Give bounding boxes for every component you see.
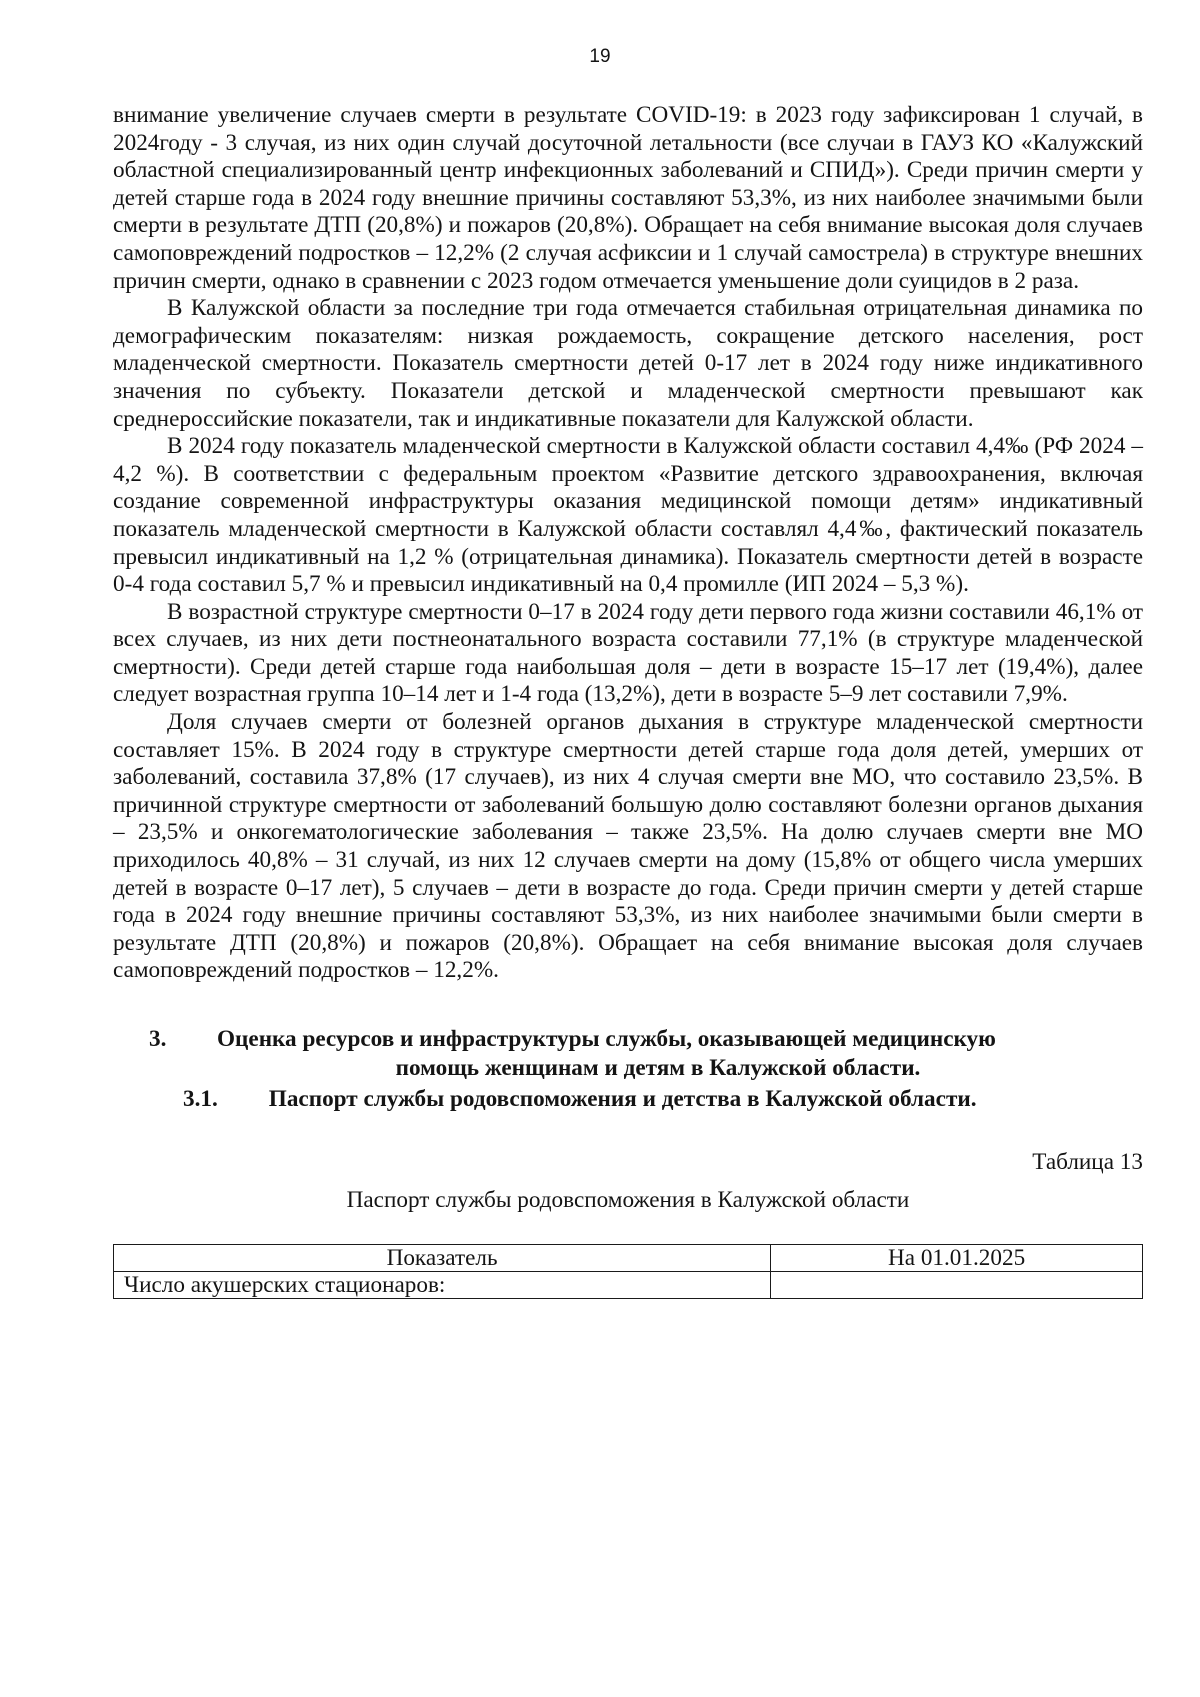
table-header-row [114,1245,1143,1272]
subsection-title: Паспорт службы родовспоможения и детства в Калужской области. [268,1086,977,1112]
passport-table [113,1244,1143,1299]
paragraph: В 2024 году показатель младенческой смертности в Калужской области составил 4,4‰ (РФ 2024 – 4,2 %). В соответствии с федеральным проектом «Развитие детского здравоохранения, включая создание современной инфраструктуры оказания медицинской помощи детям» индикативный показатель младенческой смертности в Калужской области составлял 4,4‰, фактический показатель превысил индикативный на 1,2 % (отрицательная динамика). Показатель смертности детей в возрасте 0-4 года составил 5,7 % и превысил индикативный на 0,4 промилле (ИП 2024 – 5,3 %). [113,433,1143,598]
section-number: 3. [149,1026,167,1052]
paragraph: Доля случаев смерти от болезней органов дыхания в структуре младенческой смертности составляет 15%. В 2024 году в структуре смертности детей старше года доля детей, умерших от заболеваний, составила 37,8% (17 случаев), из них 4 случая смерти вне МО, что составило 23,5%. В причинной структуре смертности от заболеваний большую долю составляют болезни органов дыхания – 23,5% и онкогематологические заболевания – также 23,5%. На долю случаев смерти вне МО приходилось 40,8% – 31 случай, из них 12 случаев смерти на дому (15,8% от общего числа умерших детей в возрасте 0–17 лет), 5 случаев – дети в возрасте до года. Среди причин смерти у детей старше года в 2024 году внешние причины составляют 53,3%, из них наиболее значимыми были смерти в результате ДТП (20,8%) и пожаров (20,8%). Обращает на себя внимание высокая доля случаев самоповреждений подростков – 12,2%. [113,709,1143,984]
subsection-heading [113,1085,1143,1114]
section-heading-line1 [113,1025,1143,1054]
table-header-cell: На 01.01.2025 [771,1245,1143,1272]
paragraph: внимание увеличение случаев смерти в результате COVID-19: в 2023 году зафиксирован 1 случай, в 2024году - 3 случая, из них один случай досуточной летальности (все случаи в ГАУЗ КО «Калужский областной специализированный центр инфекционных заболеваний и СПИД»). Среди причин смерти у детей старше года в 2024 году внешние причины составляют 53,3%, из них наиболее значимыми были смерти в результате ДТП (20,8%) и пожаров (20,8%). Обращает на себя внимание высокая доля случаев самоповреждений подростков – 12,2% (2 случая асфиксии и 1 случай самострела) в структуре внешних причин смерти, однако в сравнении с 2023 годом отмечается уменьшение доли суицидов в 2 раза. [113,102,1143,294]
paragraph: В возрастной структуре смертности 0–17 в 2024 году дети первого года жизни составили 46,1% от всех случаев, из них дети постнеонатального возраста составили 77,1% (в структуре младенческой смертности). Среди детей старше года наибольшая доля – дети в возрасте 15–17 лет (19,4%), далее следует возрастная группа 10–14 лет и 1-4 года (13,2%), дети в возрасте 5–9 лет составили 7,9%. [113,598,1143,708]
table-cell: Число акушерских стационаров: [114,1272,771,1299]
page-number: 19 [589,46,611,67]
table-title: Паспорт службы родовспоможения в Калужской области [346,1187,910,1213]
table-row [114,1272,1143,1299]
section-heading [113,1025,1143,1083]
table-cell [771,1272,1143,1299]
section-title-line2: помощь женщинам и детям в Калужской области. [395,1055,921,1081]
table-header-cell: Показатель [114,1245,771,1272]
paragraph: В Калужской области за последние три года отмечается стабильная отрицательная динамика по демографическим показателям: низкая рождаемость, сокращение детского населения, рост младенческой смертности. Показатель смертности детей 0-17 лет в 2024 году ниже индикативного значения по субъекту. Показатели детской и младенческой смертности превышают как среднероссийские показатели, так и индикативные показатели для Калужской области. [113,295,1143,432]
subsection-number: 3.1. [183,1086,218,1112]
document-body [113,102,1143,1299]
section-title-line1: Оценка ресурсов и инфраструктуры службы, оказывающей медицинскую [217,1026,996,1052]
table-label: Таблица 13 [1032,1149,1143,1175]
